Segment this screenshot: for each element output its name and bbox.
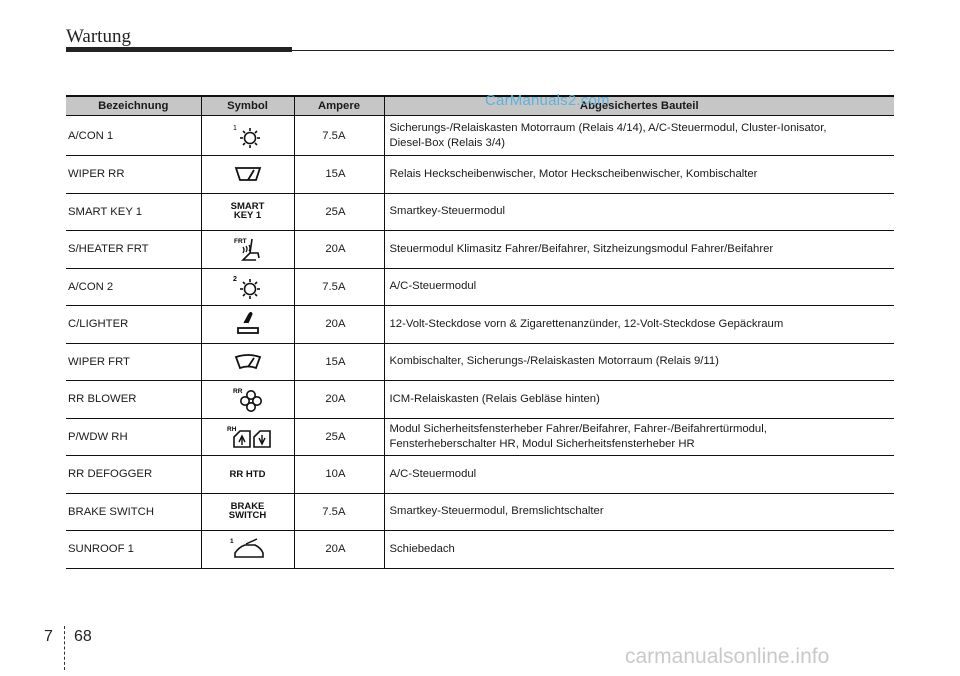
svg-text:2: 2 — [232, 275, 237, 283]
brake-switch-icon-line-2: SWITCH — [228, 510, 267, 522]
header-rule-thin — [292, 50, 894, 51]
fuse-name: SMART KEY 1 — [66, 193, 201, 231]
component-line-1: Steuermodul Klimasitz Fahrer/Beifahrer, Sitzheizungsmodul Fahrer/Beifahrer — [389, 242, 774, 255]
seat-heater-icon — [201, 231, 294, 269]
rear-defogger-icon — [201, 456, 294, 494]
smart-key-icon — [201, 193, 294, 231]
table-row — [66, 231, 894, 269]
fuse-name: A/CON 2 — [66, 268, 201, 306]
component-line-1: A/C-Steuermodul — [389, 280, 477, 293]
table-row — [66, 531, 894, 569]
fuse-name: WIPER FRT — [66, 343, 201, 381]
column-header-symbol: Symbol — [201, 96, 294, 116]
protected-component — [384, 531, 894, 569]
fuse-ampere: 25A — [294, 193, 384, 231]
smart-key-icon-line-2: KEY 1 — [233, 210, 262, 222]
table-row — [66, 493, 894, 531]
cigar-lighter-icon — [201, 306, 294, 344]
footer-divider — [64, 626, 65, 670]
rear-wiper-icon — [201, 156, 294, 194]
fuse-name: A/CON 1 — [66, 116, 201, 156]
fan-1-icon — [201, 116, 294, 156]
component-line-1: Modul Sicherheitsfensterheber Fahrer/Beifahrer, Fahrer-/Beifahrertürmodul, — [389, 422, 767, 435]
rear-blower-icon — [201, 381, 294, 419]
column-header-part: Abgesichertes Bauteil — [384, 96, 894, 116]
fuse-name: RR BLOWER — [66, 381, 201, 419]
protected-component — [384, 418, 894, 456]
table-row — [66, 156, 894, 194]
fuse-name: RR DEFOGGER — [66, 456, 201, 494]
protected-component — [384, 193, 894, 231]
fuse-ampere: 15A — [294, 343, 384, 381]
page-number: 68 — [74, 628, 92, 645]
component-line-1: A/C-Steuermodul — [389, 467, 477, 480]
rear-defogger-icon-text: RR HTD — [229, 469, 266, 481]
fuse-name: P/WDW RH — [66, 418, 201, 456]
fuse-name: BRAKE SWITCH — [66, 493, 201, 531]
svg-text:RH: RH — [226, 425, 236, 433]
component-line-1: Smartkey-Steuermodul, Bremslichtschalter — [389, 505, 604, 518]
table-row — [66, 306, 894, 344]
svg-text:1: 1 — [229, 538, 234, 546]
fuse-ampere: 7.5A — [294, 116, 384, 156]
protected-component — [384, 116, 894, 156]
component-line-1: Schiebedach — [389, 542, 455, 555]
protected-component — [384, 456, 894, 494]
component-line-1: 12-Volt-Steckdose vorn & Zigarettenanzünder, 12-Volt-Steckdose Gepäckraum — [389, 317, 784, 330]
brake-switch-icon-line-1: BRAKE — [230, 501, 265, 513]
watermark-text: CarManuals2.com — [485, 92, 610, 109]
smart-key-icon-line-1: SMART — [230, 201, 265, 213]
fuse-table — [66, 95, 894, 569]
fuse-ampere: 20A — [294, 231, 384, 269]
table-row — [66, 268, 894, 306]
protected-component — [384, 268, 894, 306]
fuse-ampere: 7.5A — [294, 268, 384, 306]
fuse-name: S/HEATER FRT — [66, 231, 201, 269]
fuse-ampere: 7.5A — [294, 493, 384, 531]
fuse-ampere: 20A — [294, 531, 384, 569]
svg-text:FRT: FRT — [233, 238, 247, 246]
fuse-name: SUNROOF 1 — [66, 531, 201, 569]
svg-text:RR: RR — [232, 388, 242, 396]
fuse-name: WIPER RR — [66, 156, 201, 194]
table-row — [66, 381, 894, 419]
power-window-icon — [201, 418, 294, 456]
table-row — [66, 456, 894, 494]
component-line-1: Relais Heckscheibenwischer, Motor Heckscheibenwischer, Kombischalter — [389, 167, 758, 180]
component-line-1: Kombischalter, Sicherungs-/Relaiskasten Motorraum (Relais 9/11) — [389, 355, 719, 368]
section-title: Wartung — [66, 26, 131, 47]
front-wiper-icon — [201, 343, 294, 381]
column-header-ampere: Ampere — [294, 96, 384, 116]
protected-component — [384, 381, 894, 419]
protected-component — [384, 343, 894, 381]
fuse-name: C/LIGHTER — [66, 306, 201, 344]
svg-text:1: 1 — [232, 124, 237, 132]
fuse-ampere: 20A — [294, 306, 384, 344]
table-row — [66, 418, 894, 456]
protected-component — [384, 231, 894, 269]
table-row — [66, 116, 894, 156]
component-line-2: Fensterheberschalter HR, Modul Sicherheitsfensterheber HR — [389, 437, 695, 450]
table-row — [66, 343, 894, 381]
fuse-ampere: 10A — [294, 456, 384, 494]
protected-component — [384, 306, 894, 344]
table-header-row — [66, 96, 894, 116]
table-row — [66, 193, 894, 231]
protected-component — [384, 156, 894, 194]
fuse-ampere: 20A — [294, 381, 384, 419]
component-line-1: Smartkey-Steuermodul — [389, 205, 506, 218]
component-line-2: Diesel-Box (Relais 3/4) — [389, 136, 506, 149]
header-rule-thick — [66, 47, 292, 52]
component-line-1: ICM-Relaiskasten (Relais Gebläse hinten) — [389, 392, 600, 405]
fan-2-icon — [201, 268, 294, 306]
chapter-number: 7 — [44, 628, 53, 645]
component-line-1: Sicherungs-/Relaiskasten Motorraum (Relais 4/14), A/C-Steuermodul, Cluster-Ionisator, — [389, 121, 827, 134]
fuse-ampere: 15A — [294, 156, 384, 194]
column-header-name: Bezeichnung — [66, 96, 201, 116]
fuse-ampere: 25A — [294, 418, 384, 456]
brake-switch-icon — [201, 493, 294, 531]
protected-component — [384, 493, 894, 531]
footer-watermark: carmanualsonline.info — [625, 645, 830, 668]
sunroof-icon — [201, 531, 294, 569]
